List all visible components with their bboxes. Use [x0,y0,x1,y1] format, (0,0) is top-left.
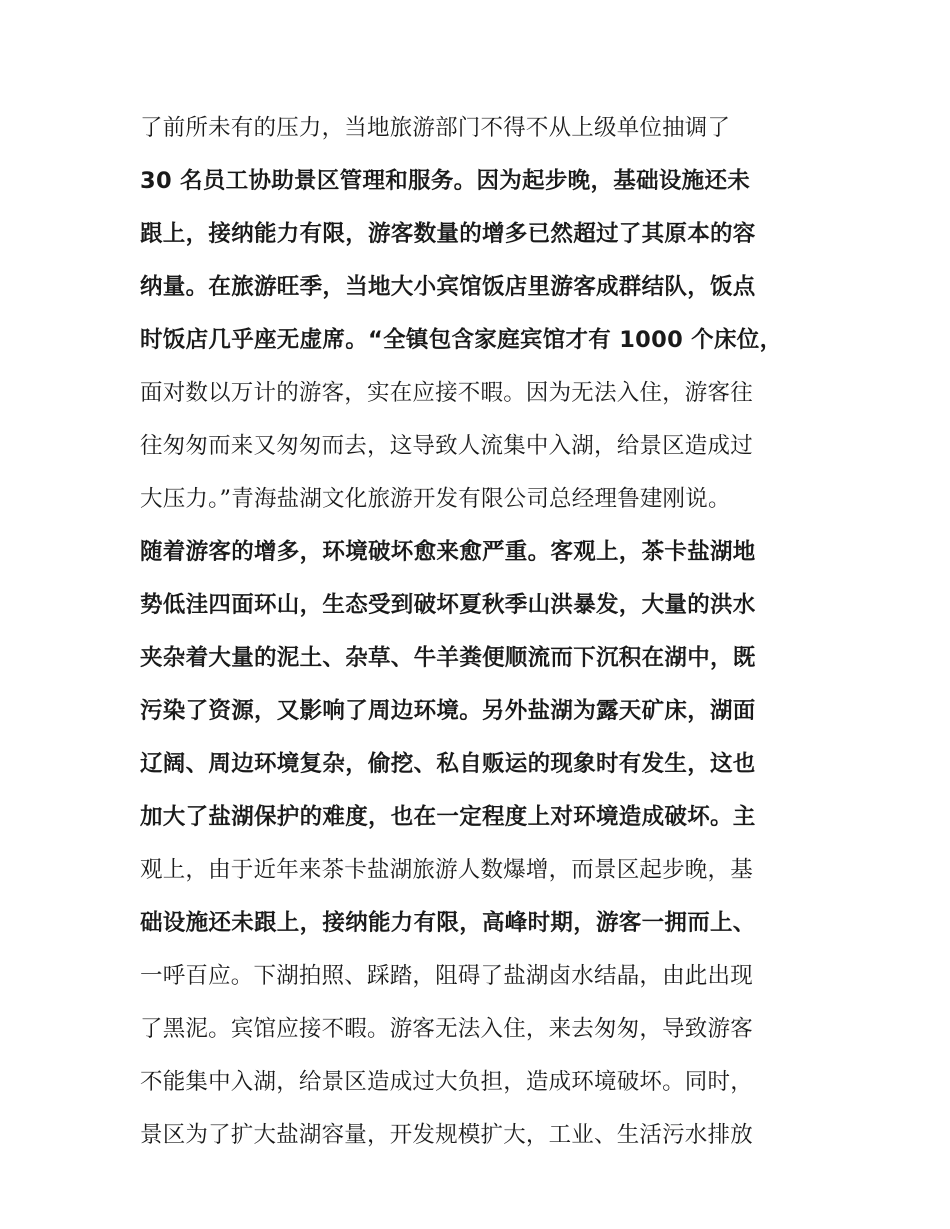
text-line: 大压力。”青海盐湖文化旅游开发有限公司总经理鲁建刚说。 [140,486,731,512]
text-line: 势低洼四面环山，生态受到破坏夏秋季山洪暴发，大量的洪水 [140,592,756,618]
text-line: 夹杂着大量的泥土、杂草、牛羊粪便顺流而下沉积在湖中，既 [140,645,756,671]
body-text [140,108,815,1168]
text-line: 跟上，接纳能力有限，游客数量的增多已然超过了其原本的容 [140,221,756,247]
text-line: 观上，由于近年来茶卡盐湖旅游人数爆增，而景区起步晚，基 [140,857,753,883]
text-line: 随着游客的增多，环境破坏愈来愈严重。客观上，茶卡盐湖地 [140,539,756,565]
text-line: 辽阔、周边环境复杂，偷挖、私自贩运的现象时有发生，这也 [140,751,756,777]
text-line: 纳量。在旅游旺季，当地大小宾馆饭店里游客成群结队，饭点 [140,274,756,300]
text-line: 景区为了扩大盐湖容量，开发规模扩大，工业、生活污水排放 [140,1122,753,1148]
text-line: 不能集中入湖，给景区造成过大负担，造成环境破坏。同时， [140,1069,753,1095]
text-line: 了黑泥。宾馆应接不暇。游客无法入住，来去匆匆，导致游客 [140,1016,753,1042]
text-line: 一呼百应。下湖拍照、踩踏，阻碍了盐湖卤水结晶，由此出现 [140,963,753,989]
text-line: 面对数以万计的游客，实在应接不暇。因为无法入住，游客往 [140,380,753,406]
text-line: 30 名员工协助景区管理和服务。因为起步晚，基础设施还未 [140,168,751,194]
text-line: 往匆匆而来又匆匆而去，这导致人流集中入湖，给景区造成过 [140,433,753,459]
text-line: 了前所未有的压力，当地旅游部门不得不从上级单位抽调了 [140,115,731,141]
text-line: 时饭店几乎座无虚席。“全镇包含家庭宾馆才有 1000 个床位， [140,327,783,353]
text-line: 污染了资源，又影响了周边环境。另外盐湖为露天矿床，湖面 [140,698,756,724]
text-line: 加大了盐湖保护的难度，也在一定程度上对环境造成破坏。主 [140,804,756,830]
text-line: 础设施还未跟上，接纳能力有限，高峰时期，游客一拥而上、 [140,910,756,936]
